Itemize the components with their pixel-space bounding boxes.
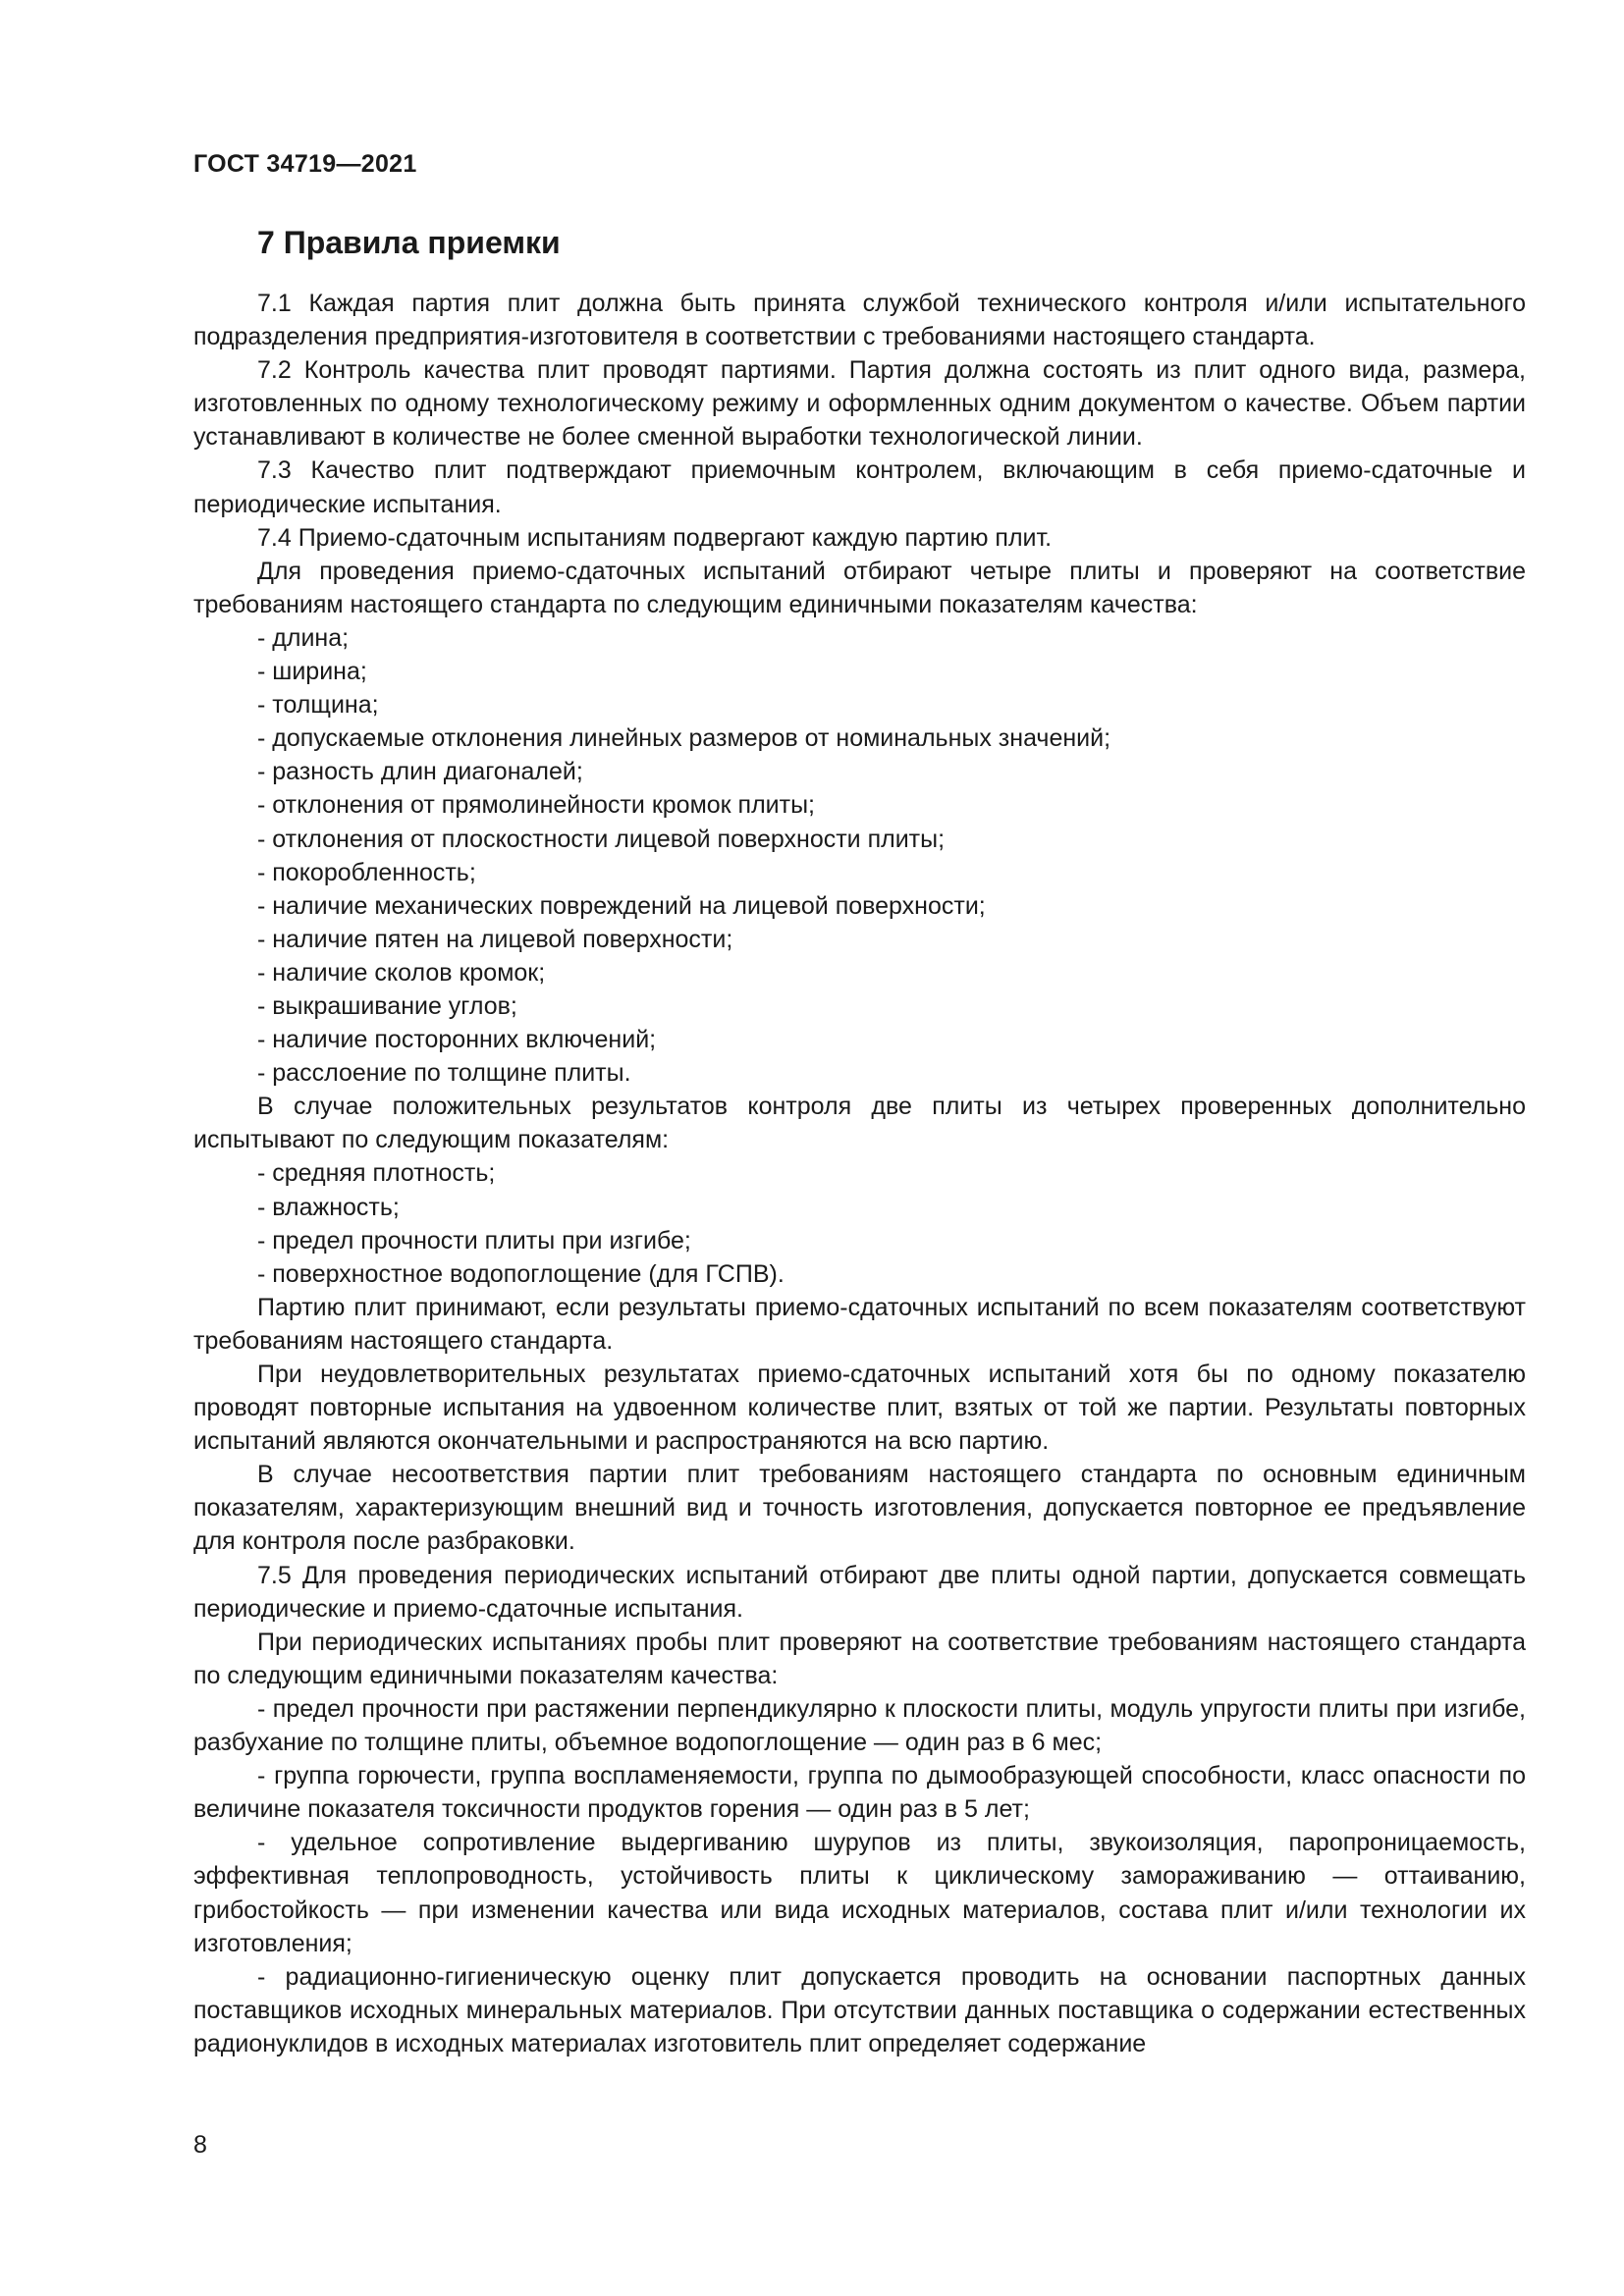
- list-item: - разность длин диагоналей;: [257, 758, 583, 786]
- paragraph: - радиационно-гигиеническую оценку плит допускается проводить на основании паспортных данных поставщиков исходных минеральных материалов. При отсутствии данных поставщика о содержании естественных радионуклидов в исходных материалах изготовитель плит определяет содержание: [193, 1962, 1526, 2057]
- list-item: - покоробленность;: [257, 858, 476, 886]
- paragraph: 7.3 Качество плит подтверждают приемочным контролем, включающим в себя приемо-сдаточные и периодические испытания.: [193, 456, 1526, 518]
- list-item: - поверхностное водопоглощение (для ГСПВ).: [257, 1259, 785, 1288]
- list-item: - длина;: [257, 623, 350, 652]
- list-item: - толщина;: [257, 691, 379, 720]
- page-number: 8: [193, 2131, 207, 2159]
- list-item: - допускаемые отклонения линейных размеров от номинальных значений;: [257, 724, 1111, 753]
- list-item: - ширина;: [257, 658, 367, 686]
- list-item: - отклонения от прямолинейности кромок плиты;: [257, 791, 815, 820]
- list-item: - выкрашивание углов;: [257, 991, 517, 1020]
- paragraph: Для проведения приемо-сдаточных испытаний отбирают четыре плиты и проверяют на соответствие требованиям настоящего стандарта по следующим единичными показателям качества:: [193, 557, 1526, 618]
- list-item: - отклонения от плоскостности лицевой поверхности плиты;: [257, 825, 946, 853]
- paragraph: В случае несоответствия партии плит требованиям настоящего стандарта по основным единичным показателям, характеризующим внешний вид и точность изготовления, допускается повторное ее предъявление для контроля после разбраковки.: [193, 1461, 1526, 1556]
- paragraph: Партию плит принимают, если результаты приемо-сдаточных испытаний по всем показателям соответствуют требованиям настоящего стандарта.: [193, 1293, 1526, 1355]
- paragraph: 7.1 Каждая партия плит должна быть принята службой технического контроля и/или испытательного подразделения предприятия-изготовителя в соответствии с требованиями настоящего стандарта.: [193, 290, 1526, 351]
- paragraph: 7.2 Контроль качества плит проводят партиями. Партия должна состоять из плит одного вида, размера, изготовленных по одному технологическому режиму и оформленных одним документом о качестве. Объем партии устанавливают в количестве не более сменной выработки технологической линии.: [193, 356, 1526, 452]
- paragraph: В случае положительных результатов контроля две плиты из четырех проверенных дополнительно испытывают по следующим показателям:: [193, 1093, 1526, 1154]
- paragraph: 7.4 Приемо-сдаточным испытаниям подвергают каждую партию плит.: [257, 523, 1053, 552]
- list-item: - наличие механических повреждений на лицевой поверхности;: [257, 891, 986, 920]
- list-item: - наличие посторонних включений;: [257, 1026, 657, 1054]
- section-title: 7 Правила приемки: [257, 225, 561, 260]
- document-body: [193, 287, 1526, 2060]
- paragraph: - удельное сопротивление выдергиванию шурупов из плиты, звукоизоляция, паропроницаемость, эффективная теплопроводность, устойчивость плиты к циклическому замораживанию — оттаиванию, грибостойкость — при изменении качества или вида исходных материалов, состава плит и/или технологии их изготовления;: [193, 1829, 1526, 1957]
- paragraph: - группа горючести, группа воспламеняемости, группа по дымообразующей способности, класс опасности по величине показателя токсичности продуктов горения — один раз в 5 лет;: [193, 1762, 1526, 1824]
- paragraph: При неудовлетворительных результатах приемо-сдаточных испытаний хотя бы по одному показателю проводят повторные испытания на удвоенном количестве плит, взятых от той же партии. Результаты повторных испытаний являются окончательными и распространяются на всю партию.: [193, 1361, 1526, 1456]
- paragraph: 7.5 Для проведения периодических испытаний отбирают две плиты одной партии, допускается совмещать периодические и приемо-сдаточные испытания.: [193, 1561, 1526, 1623]
- list-item: - средняя плотность;: [257, 1159, 496, 1188]
- list-item: - влажность;: [257, 1193, 400, 1221]
- paragraph: При периодических испытаниях пробы плит проверяют на соответствие требованиям настоящего стандарта по следующим единичными показателям качества:: [193, 1628, 1526, 1689]
- document-header: ГОСТ 34719—2021: [193, 150, 417, 178]
- list-item: - наличие пятен на лицевой поверхности;: [257, 925, 733, 953]
- list-item: - расслоение по толщине плиты.: [257, 1059, 631, 1088]
- paragraph: - предел прочности при растяжении перпендикулярно к плоскости плиты, модуль упругости плиты при изгибе, разбухание по толщине плиты, объемное водопоглощение — один раз в 6 мес;: [193, 1694, 1526, 1757]
- list-item: - наличие сколов кромок;: [257, 958, 546, 987]
- list-item: - предел прочности плиты при изгибе;: [257, 1226, 691, 1255]
